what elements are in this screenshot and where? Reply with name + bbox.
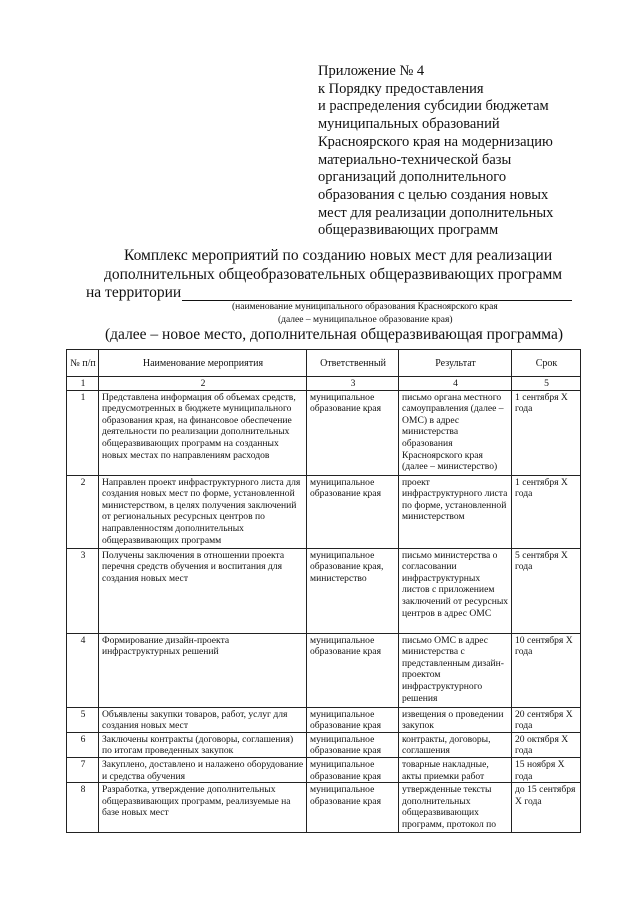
row-num: 8 [67, 783, 99, 833]
index-cell: 1 [67, 377, 99, 391]
territory-note-2: (далее – муниципальное образование края) [278, 315, 453, 325]
header-result: Результат [399, 350, 512, 377]
row-result: проект инфраструктурного листа по форме, установленной министерством [399, 475, 512, 548]
table-row [67, 757, 581, 782]
row-num: 5 [67, 707, 99, 732]
row-num: 7 [67, 757, 99, 782]
row-term: 20 октября Х года [512, 732, 581, 757]
row-name: Объявлены закупки товаров, работ, услуг для создания новых мест [99, 707, 307, 732]
row-result: извещения о проведении закупок [399, 707, 512, 732]
document-subtitle: (далее – новое место, дополнительная общеразвивающая программа) [105, 326, 564, 343]
row-result: утвержденные тексты дополнительных общеразвивающих программ, протокол по [399, 783, 512, 833]
row-term: 1 сентября Х года [512, 475, 581, 548]
table-row [67, 633, 581, 707]
row-result: письмо органа местного самоуправления (далее – ОМС) в адрес министерства образования Красноярского края (далее – министерство) [399, 390, 512, 475]
table-row [67, 707, 581, 732]
row-responsible: муниципальное образование края [307, 783, 399, 833]
row-term: 15 ноября Х года [512, 757, 581, 782]
row-name: Направлен проект инфраструктурного листа для создания новых мест по форме, установленной министерством, в целях получения заключений от региональных ресурсных центров по направленностям дополнительных общеразвивающих программ [99, 475, 307, 548]
row-result: товарные накладные, акты приемки работ [399, 757, 512, 782]
row-name: Получены заключения в отношении проекта перечня средств обучения и воспитания для создания новых мест [99, 548, 307, 633]
appendix-line: и распределения субсидии бюджетам [318, 98, 549, 115]
index-cell: 2 [99, 377, 307, 391]
row-num: 3 [67, 548, 99, 633]
table-row [67, 475, 581, 548]
row-name: Разработка, утверждение дополнительных общеразвивающих программ, реализуемые на базе новых мест [99, 783, 307, 833]
row-result: контракты, договоры, соглашения [399, 732, 512, 757]
row-responsible: муниципальное образование края [307, 475, 399, 548]
row-responsible: муниципальное образование края, министерство [307, 548, 399, 633]
appendix-header [318, 63, 618, 240]
appendix-line: мест для реализации дополнительных [318, 204, 554, 221]
table-header-row [67, 350, 581, 377]
row-responsible: муниципальное образование края [307, 732, 399, 757]
index-cell: 3 [307, 377, 399, 391]
row-term: до 15 сентября Х года [512, 783, 581, 833]
appendix-line: общеразвивающих программ [318, 222, 499, 239]
appendix-line: образования с целью создания новых [318, 186, 549, 203]
row-num: 4 [67, 633, 99, 707]
territory-note-1: (наименование муниципального образования Красноярского края [232, 302, 498, 312]
appendix-line: Приложение № 4 [318, 63, 425, 79]
title-line-1: Комплекс мероприятий по созданию новых мест для реализации [124, 247, 553, 264]
row-num: 1 [67, 390, 99, 475]
row-term: 1 сентября Х года [512, 390, 581, 475]
appendix-line: к Порядку предоставления [318, 80, 484, 97]
row-name: Представлена информация об объемах средств, предусмотренных в бюджете муниципального образования края, на финансовое обеспечение деятельности по реализации дополнительных общеразвивающих программ на созданных новых местах по направлениям расходов [99, 390, 307, 475]
header-term: Срок [512, 350, 581, 377]
row-num: 2 [67, 475, 99, 548]
index-cell: 4 [399, 377, 512, 391]
header-name: Наименование мероприятия [99, 350, 307, 377]
index-cell: 5 [512, 377, 581, 391]
row-term: 5 сентября Х года [512, 548, 581, 633]
territory-blank-line [182, 300, 572, 301]
row-responsible: муниципальное образование края [307, 633, 399, 707]
appendix-line: Красноярского края на модернизацию [318, 133, 553, 150]
row-name: Формирование дизайн-проекта инфраструктурных решений [99, 633, 307, 707]
row-name: Закуплено, доставлено и налажено оборудование и средства обучения [99, 757, 307, 782]
table-row [67, 732, 581, 757]
row-responsible: муниципальное образование края [307, 757, 399, 782]
row-name: Заключены контракты (договоры, соглашения) по итогам проведенных закупок [99, 732, 307, 757]
header-responsible: Ответственный [307, 350, 399, 377]
table-index-row [67, 377, 581, 391]
row-result: письмо министерства о согласовании инфраструктурных листов с приложением заключений от ресурсных центров в адрес ОМС [399, 548, 512, 633]
row-responsible: муниципальное образование края [307, 390, 399, 475]
table-row [67, 390, 581, 475]
appendix-line: материально-технической базы [318, 151, 512, 168]
measures-table [66, 349, 581, 833]
row-responsible: муниципальное образование края [307, 707, 399, 732]
territory-prefix: на территории [86, 284, 182, 301]
row-result: письмо ОМС в адрес министерства с представленным дизайн-проектом инфраструктурного решения [399, 633, 512, 707]
title-line-2: дополнительных общеобразовательных общеразвивающих программ [104, 266, 563, 283]
appendix-line: организаций дополнительного [318, 169, 507, 186]
header-num: № п/п [67, 350, 99, 377]
row-term: 20 сентября Х года [512, 707, 581, 732]
row-term: 10 сентября Х года [512, 633, 581, 707]
table-row [67, 783, 581, 833]
table-row [67, 548, 581, 633]
appendix-line: муниципальных образований [318, 116, 500, 133]
row-num: 6 [67, 732, 99, 757]
